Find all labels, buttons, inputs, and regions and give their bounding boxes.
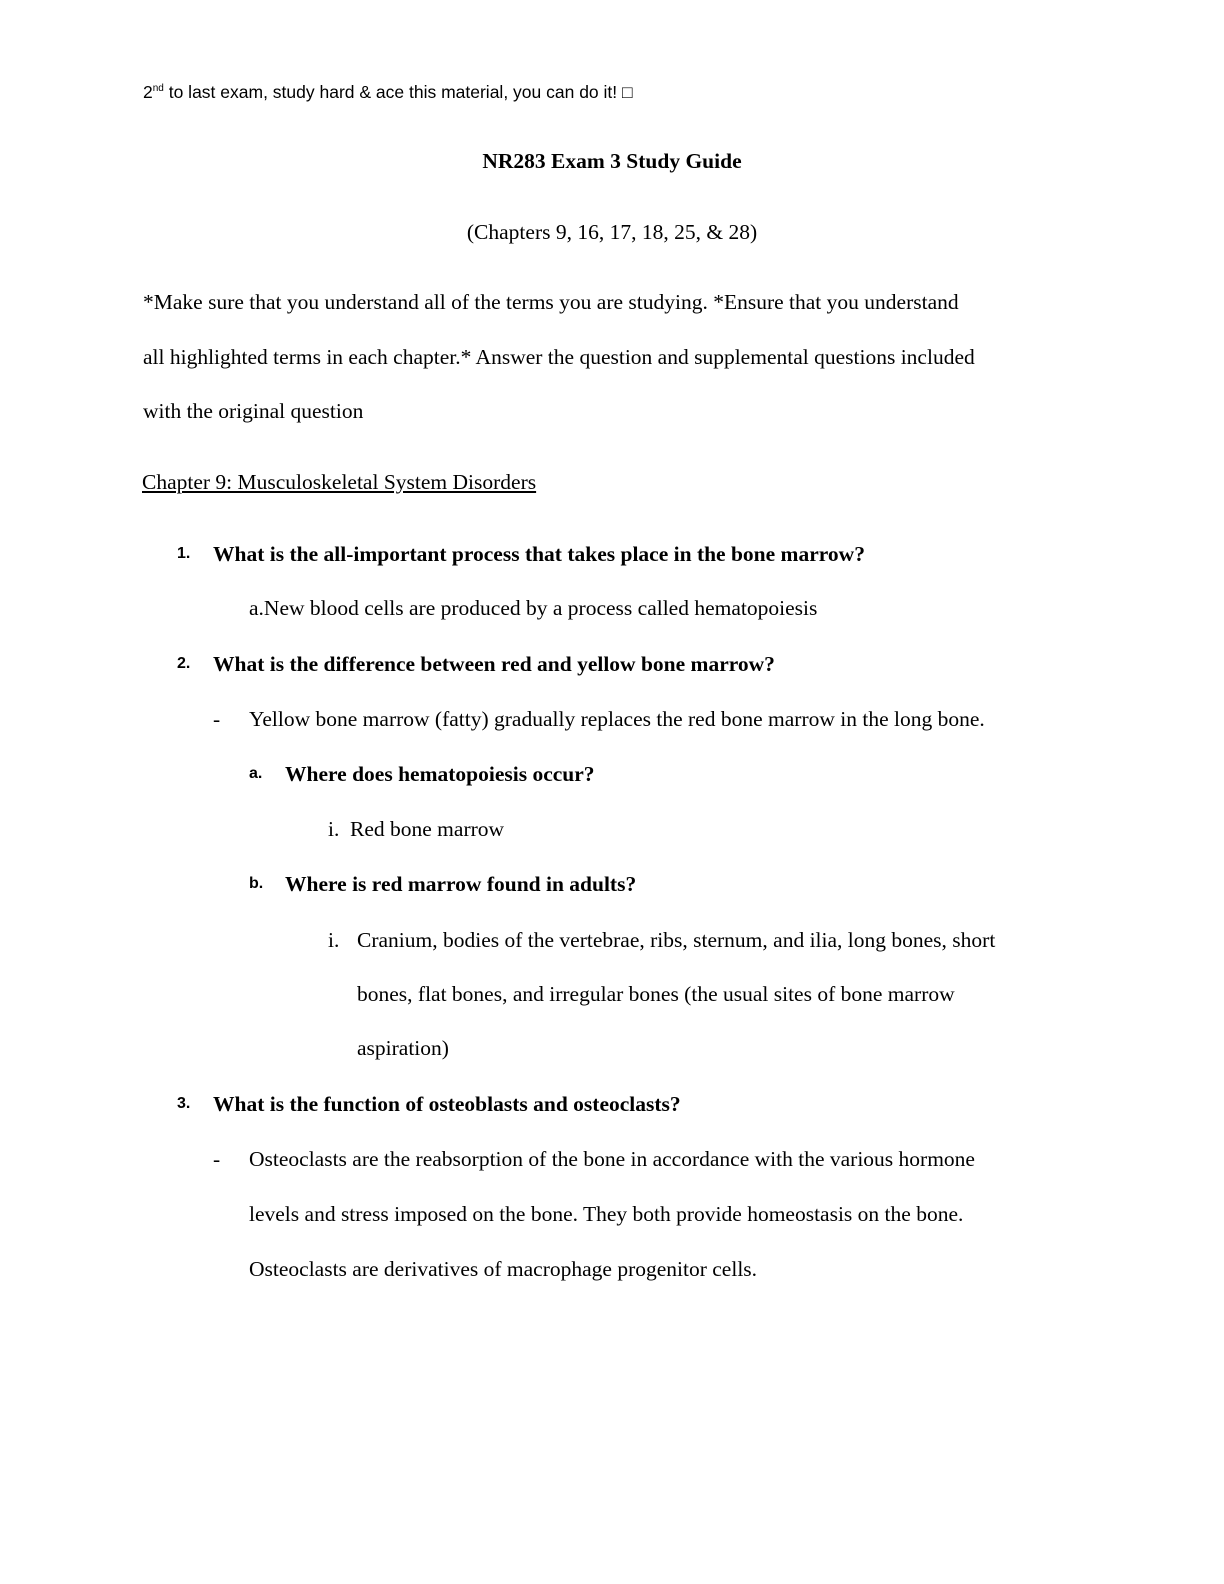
chapter-heading: Chapter 9: Musculoskeletal System Disorders	[142, 470, 537, 494]
header-note-sup: nd	[152, 83, 164, 94]
intro-line: all highlighted terms in each chapter.* Answer the question and supplemental questions included	[143, 345, 975, 369]
question-3: What is the function of osteoblasts and osteoclasts?	[213, 1092, 681, 1116]
question-1: What is the all-important process that takes place in the bone marrow?	[213, 542, 865, 566]
answer-2b-line: Cranium, bodies of the vertebrae, ribs, sternum, and ilia, long bones, short	[357, 928, 996, 952]
question-number: 2.	[177, 655, 191, 672]
header-note-text: to last exam, study hard & ace this material, you can do it!	[163, 81, 622, 102]
subquestion-2a: Where does hematopoiesis occur?	[285, 762, 595, 786]
answer-3-line: Osteoclasts are derivatives of macrophage progenitor cells.	[249, 1257, 758, 1281]
answer-2: Yellow bone marrow (fatty) gradually replaces the red bone marrow in the long bone.	[249, 707, 985, 731]
answer-1: a.New blood cells are produced by a process called hematopoiesis	[249, 596, 818, 620]
missing-glyph-icon: □	[622, 81, 633, 102]
intro-line: with the original question	[143, 399, 364, 423]
answer-3-line: Osteoclasts are the reabsorption of the bone in accordance with the various hormone	[249, 1147, 975, 1171]
subquestion-letter: a.	[249, 765, 263, 782]
page-title: NR283 Exam 3 Study Guide	[482, 149, 742, 173]
answer-2a: Red bone marrow	[350, 817, 505, 841]
answer-2b-line: bones, flat bones, and irregular bones (the usual sites of bone marrow	[357, 982, 955, 1006]
intro-line: *Make sure that you understand all of the terms you are studying. *Ensure that you understand	[143, 290, 959, 314]
question-number: 3.	[177, 1095, 191, 1112]
bullet-dash: -	[213, 707, 221, 731]
subquestion-letter: b.	[249, 875, 264, 892]
page-subtitle: (Chapters 9, 16, 17, 18, 25, & 28)	[466, 220, 758, 244]
question-2: What is the difference between red and yellow bone marrow?	[213, 652, 775, 676]
answer-2b-line: aspiration)	[357, 1036, 449, 1060]
answer-3-line: levels and stress imposed on the bone. They both provide homeostasis on the bone.	[249, 1202, 964, 1226]
roman-numeral: i.	[328, 928, 340, 952]
bullet-dash: -	[213, 1147, 221, 1171]
roman-numeral: i.	[328, 817, 340, 841]
subquestion-2b: Where is red marrow found in adults?	[285, 872, 637, 896]
header-note-number: 2	[143, 81, 153, 102]
header-note	[143, 76, 633, 105]
question-number: 1.	[177, 545, 191, 562]
